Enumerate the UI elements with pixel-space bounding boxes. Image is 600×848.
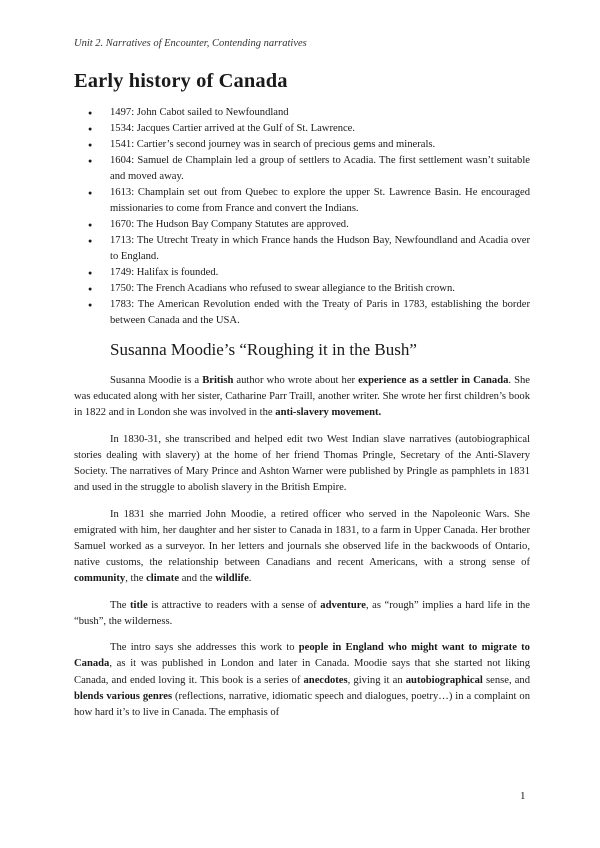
paragraph-slave-narratives [74,432,530,496]
timeline-item: ● 1534: Jacques Cartier arrived at the Gulf of St. Lawrence. [74,121,530,137]
text-run: The intro says she addresses this work to [110,642,299,654]
paragraph-biography [74,373,530,421]
text-run: and the [179,573,216,585]
timeline-item: ● 1713: The Utrecht Treaty in which France hands the Hudson Bay, Newfoundland and Acadia over to England. [74,233,530,265]
timeline-item: ● 1670: The Hudson Bay Company Statutes are approved. [74,217,530,233]
text-run: author who wrote about her [233,375,359,386]
section-title-early-history: Early history of Canada [74,70,288,92]
text-run: In 1831 she married John Moodie, a retired officer who served in the Napoleonic Wars. She emigrated with him, her daughter and her sister to Canada in 1831, to a farm in Upper Canada. Her brother Samuel worked as a surveyor. In her letters and journals she observed life in the backwoods of Ontario, native customs, the relationship between Canadians and recent Americans, with a strong sense of [74,508,530,568]
text-run: In 1830-31, she transcribed and helped edit two West Indian slave narratives (autobiographical stories dealing with slavery) at the home of her friend Thomas Pringle, Secretary of the Anti-Slavery Society. The narratives of Mary Prince and Ashton Warner were published by Pringle as pamphlets in 1831 and used in the struggle to abolish slavery in the British Empire. [74,433,530,494]
bold-term: title [130,599,148,611]
timeline-item: ● 1541: Cartier’s second journey was in search of precious gems and minerals. [74,137,530,153]
bold-term: British [202,375,234,386]
text-run: , giving it an [347,674,406,686]
text-run: . [248,573,252,585]
paragraph-emigration [74,507,530,587]
bold-term: autobiographical [405,674,483,686]
text-run: , as “rough” implies a hard life in the “bush”, the wilderness. [74,599,531,627]
section-title-moodie: Susanna Moodie’s “Roughing it in the Bush” [110,340,417,359]
bold-term: adventure [320,599,366,611]
timeline-item: ● 1604: Samuel de Champlain led a group of settlers to Acadia. The first settlement wasn’t suitable and moved away. [74,153,530,185]
running-header: Unit 2. Narratives of Encounter, Contending narratives [74,38,307,49]
bold-term: experience as a settler in Canada [358,375,509,386]
timeline-item: ● 1750: The French Acadians who refused to swear allegiance to the British crown. [74,281,530,297]
bold-term: anti-slavery movement. [275,407,382,419]
bold-term: blends various genres [74,690,173,702]
page-number: 1 [520,790,526,802]
bold-term: climate [146,573,180,585]
timeline-item: ● 1613: Champlain set out from Quebec to explore the upper St. Lawrence Basin. He encouraged missionaries to come from France and convert the Indians. [74,185,530,217]
bold-term: community [74,573,126,585]
moodie-body [74,373,530,731]
timeline-list [74,105,530,329]
text-run: . She was educated along with her sister, Catharine Parr Traill, another writer. She wrote her first children’s book in 1822 and in London she was involved in the [74,375,530,419]
bold-term: people in England who might want to migrate to Canada [74,642,530,670]
paragraph-title [74,598,530,630]
text-run: is attractive to readers with a sense of [147,599,321,611]
text-run: , the [125,573,147,585]
paragraph-intro [74,640,530,720]
text-run: (reflections, narrative, idiomatic speech and dialogues, poetry…) in a complaint on how hard it’s to live in Canada. The emphasis of [74,690,530,718]
text-run: The [110,599,131,611]
text-run: , as it was published in London and later in Canada. Moodie says that she started not liking Canada, and ended loving it. This book is a series of [74,658,530,686]
bold-term: anecdotes [303,674,348,686]
timeline-item: ● 1783: The American Revolution ended with the Treaty of Paris in 1783, establishing the border between Canada and the USA. [74,297,530,329]
timeline-item: ● 1749: Halifax is founded. [74,265,530,281]
bold-term: wildlife [215,573,249,585]
text-run: Susanna Moodie is a [110,375,203,386]
text-run: sense, and [482,674,531,686]
timeline-item: ● 1497: John Cabot sailed to Newfoundland [74,105,530,121]
